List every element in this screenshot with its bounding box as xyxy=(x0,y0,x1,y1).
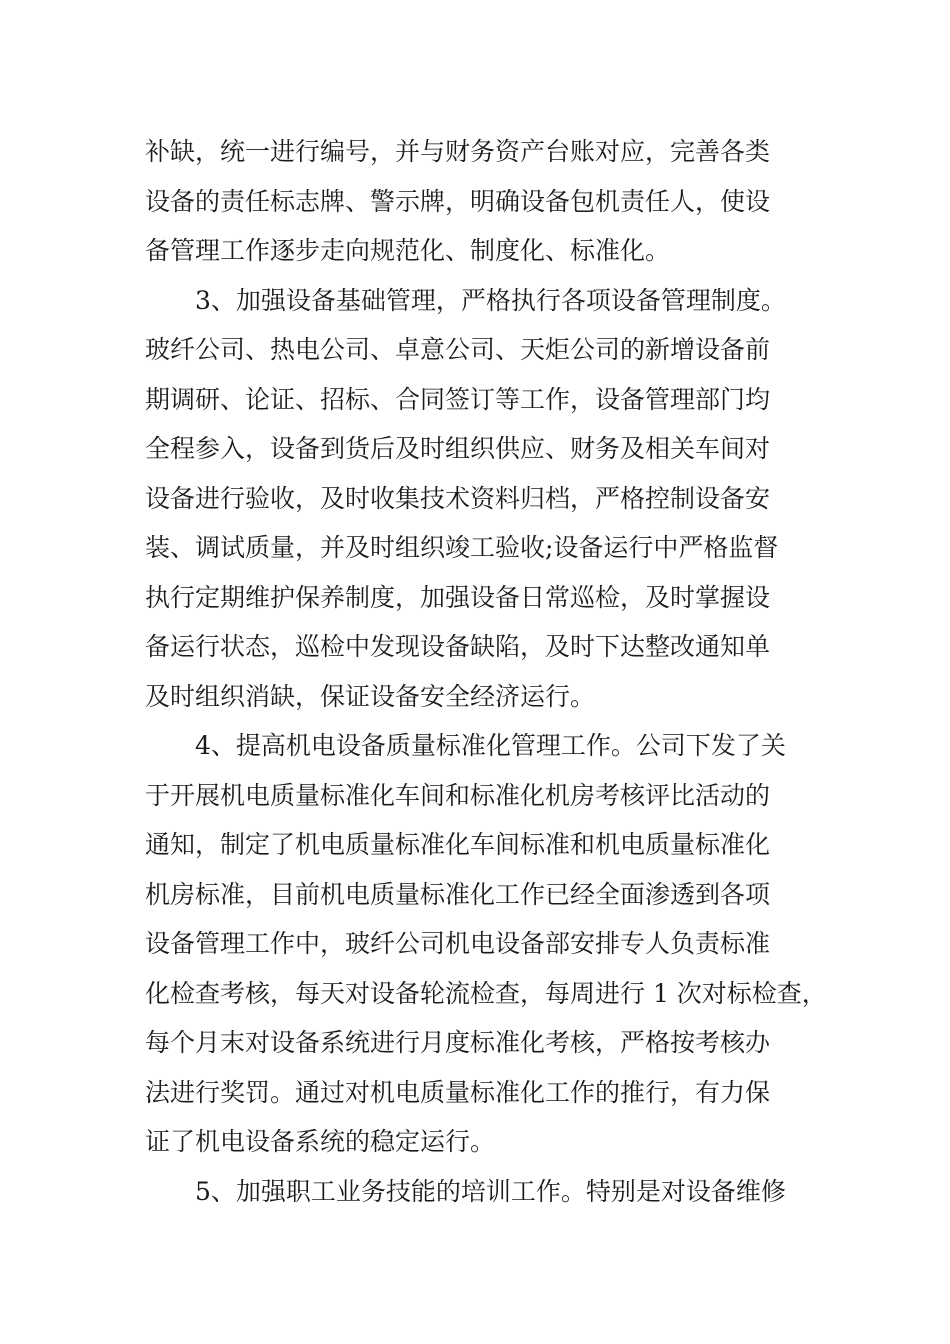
text-line: 每个月末对设备系统进行月度标准化考核，严格按考核办 xyxy=(145,1028,771,1057)
text-line: 及时组织消缺，保证设备安全经济运行。 xyxy=(145,681,596,711)
text-line: 补缺，统一进行编号，并与财务资产台账对应，完善各类 xyxy=(145,137,771,166)
text-line: 全程参入，设备到货后及时组织供应、财务及相关车间对 xyxy=(145,434,771,463)
text-line: 机房标准，目前机电质量标准化工作已经全面渗透到各项 xyxy=(145,879,771,909)
text-line: 玻纤公司、热电公司、卓意公司、天炬公司的新增设备前 xyxy=(145,335,771,364)
paragraph-first-line: 4、提高机电设备质量标准化管理工作。公司下发了关 xyxy=(195,731,786,760)
text-line: 期调研、论证、招标、合同签订等工作，设备管理部门均 xyxy=(145,384,771,414)
paragraph-first-line: 3、加强设备基础管理，严格执行各项设备管理制度。 xyxy=(195,285,786,315)
text-line: 设备进行验收，及时收集技术资料归档，严格控制设备安 xyxy=(145,483,771,513)
text-line: 化检查考核，每天对设备轮流检查，每周进行 1 次对标检查， xyxy=(145,978,827,1008)
text-line: 设备管理工作中，玻纤公司机电设备部安排专人负责标准 xyxy=(145,929,771,958)
text-line: 备运行状态，巡检中发现设备缺陷，及时下达整改通知单 xyxy=(145,632,771,661)
document-body xyxy=(145,127,825,1216)
text-line: 设备的责任标志牌、警示牌，明确设备包机责任人，使设 xyxy=(145,186,771,216)
text-line: 法进行奖罚。通过对机电质量标准化工作的推行，有力保 xyxy=(145,1077,771,1107)
text-line: 执行定期维护保养制度，加强设备日常巡检，及时掌握设 xyxy=(145,582,771,612)
text-line: 备管理工作逐步走向规范化、制度化、标准化。 xyxy=(145,236,671,265)
paragraph-first-line: 5、加强职工业务技能的培训工作。特别是对设备维修 xyxy=(195,1176,786,1206)
text-line: 装、调试质量，并及时组织竣工验收;设备运行中严格监督 xyxy=(145,533,779,562)
text-line: 通知，制定了机电质量标准化车间标准和机电质量标准化 xyxy=(145,830,771,859)
text-line: 于开展机电质量标准化车间和标准化机房考核评比活动的 xyxy=(145,780,771,810)
text-line: 证了机电设备系统的稳定运行。 xyxy=(145,1127,496,1156)
